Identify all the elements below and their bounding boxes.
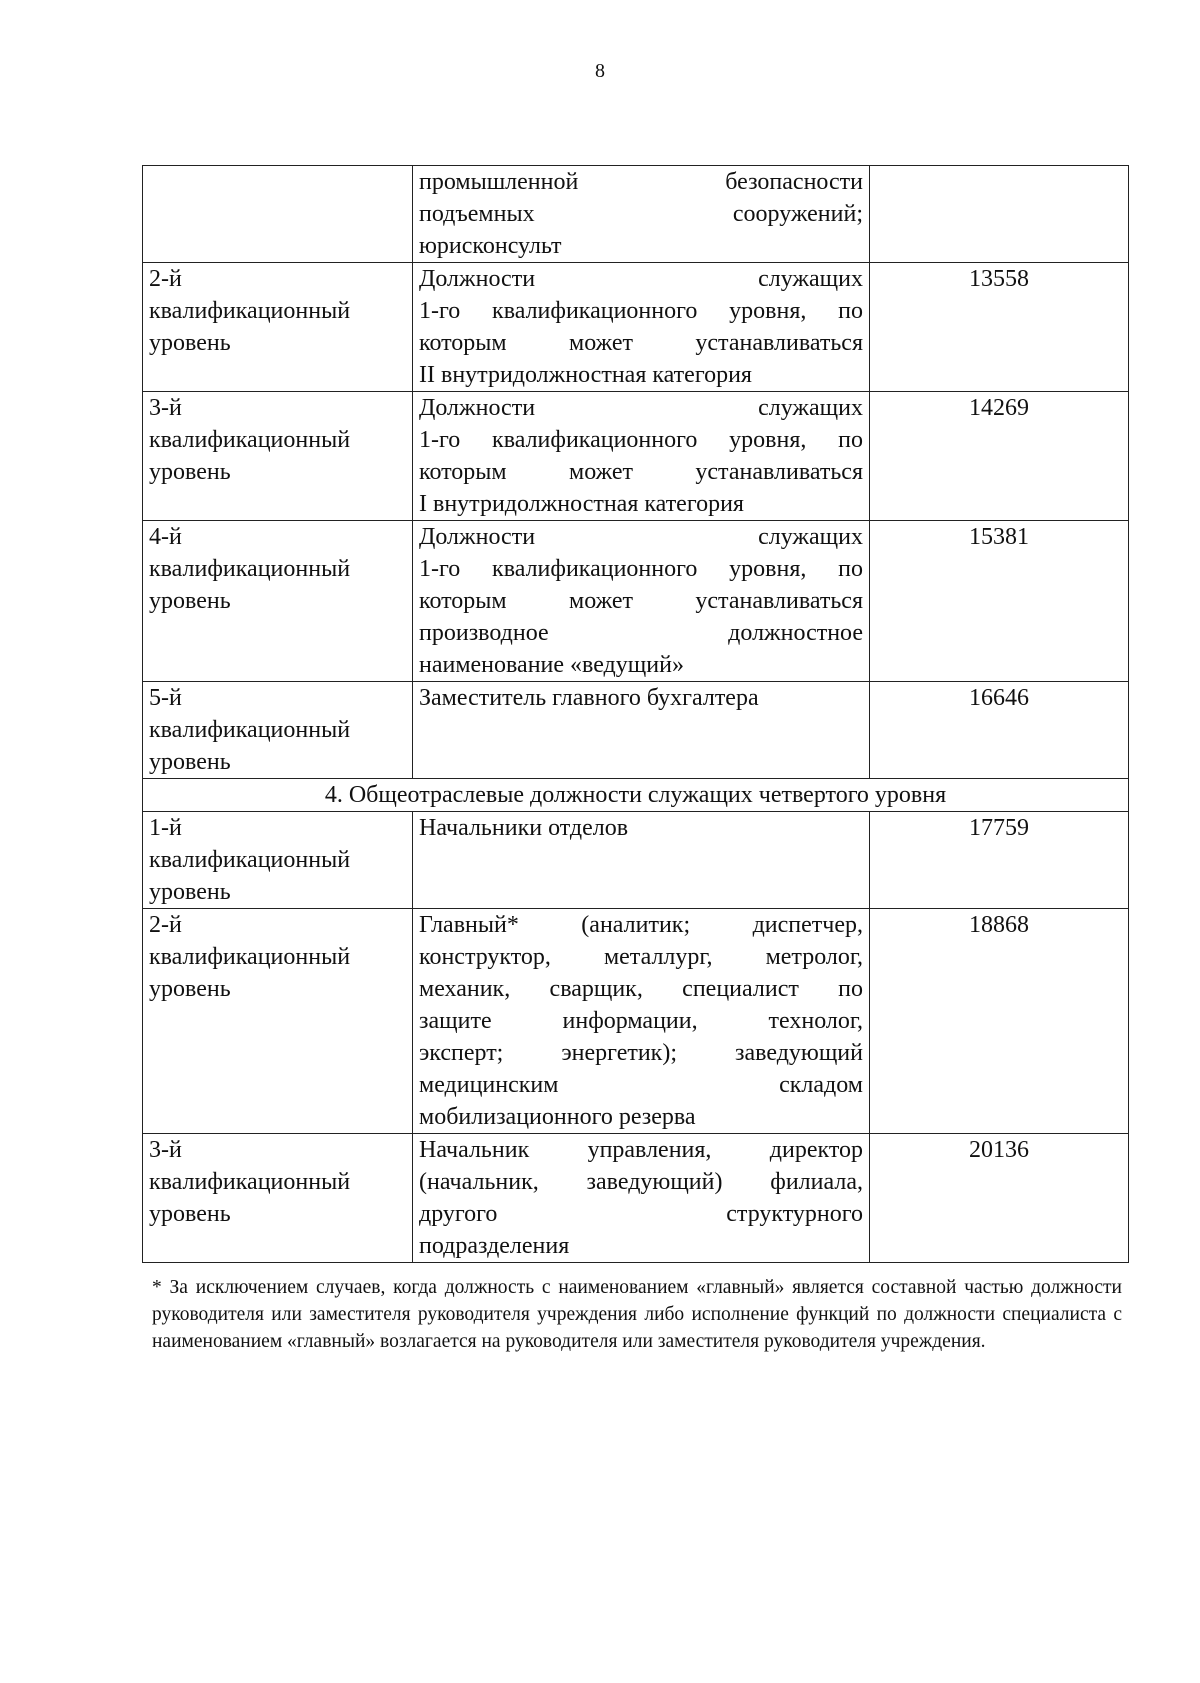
position-description-line: Главный* (аналитик; диспетчер, — [419, 912, 863, 938]
position-description-line: II внутридолжностная категория — [419, 362, 752, 388]
position-description-cell — [413, 166, 870, 263]
position-description-line: 1-го квалификационного уровня, по — [419, 556, 863, 582]
salary-cell — [870, 166, 1129, 263]
table-row — [143, 263, 1129, 392]
qualification-level-text: 2-й — [149, 912, 182, 938]
position-description-line: конструктор, металлург, метролог, — [419, 944, 863, 970]
qualification-level-cell — [143, 166, 413, 263]
qualification-level-cell — [143, 682, 413, 779]
page-number: 8 — [595, 60, 605, 82]
qualification-level-text: 5-й — [149, 685, 182, 711]
position-description-line: (начальник, заведующий) филиала, — [419, 1169, 863, 1195]
qualification-level-text: квалификационный — [149, 717, 351, 743]
salary-cell: 20136 — [870, 1134, 1129, 1263]
section-header-row — [143, 779, 1129, 812]
position-description-line: промышленной безопасности — [419, 169, 863, 195]
position-description-line: Должности служащих — [419, 395, 863, 421]
qualification-level-text: уровень — [149, 749, 231, 775]
qualification-level-text: уровень — [149, 976, 231, 1002]
table-row — [143, 812, 1129, 909]
qualification-level-cell — [143, 521, 413, 682]
qualification-level-text: квалификационный — [149, 847, 351, 873]
position-description-cell — [413, 1134, 870, 1263]
qualification-level-text: уровень — [149, 459, 231, 485]
position-description-line: 1-го квалификационного уровня, по — [419, 298, 863, 324]
salary-cell: 17759 — [870, 812, 1129, 909]
qualification-level-text: уровень — [149, 330, 231, 356]
qualification-level-cell — [143, 812, 413, 909]
position-description-cell — [413, 263, 870, 392]
table-row — [143, 392, 1129, 521]
footnote: * За исключением случаев, когда должность с наименованием «главный» является составной частью должности руководителя или заместителя руководителя учреждения либо исполнение функций по должности специалиста с наименованием «главный» возлагается на руководителя или заместителя руководителя учреждения. — [152, 1277, 1122, 1352]
qualification-level-text: 3-й — [149, 1137, 182, 1163]
position-description-line: юрисконсульт — [419, 233, 562, 259]
qualification-level-text: квалификационный — [149, 298, 351, 324]
qualification-level-cell — [143, 392, 413, 521]
position-description-line: другого структурного — [419, 1201, 863, 1227]
position-description-line: механик, сварщик, специалист по — [419, 976, 863, 1002]
position-description-line: подразделения — [419, 1233, 570, 1259]
qualification-level-text: 2-й — [149, 266, 182, 292]
salary-cell: 16646 — [870, 682, 1129, 779]
position-description-cell — [413, 812, 870, 909]
qualification-table — [142, 165, 1129, 1263]
qualification-level-cell — [143, 263, 413, 392]
qualification-level-cell — [143, 909, 413, 1134]
position-description-line: которым может устанавливаться — [419, 588, 863, 614]
qualification-level-cell — [143, 1134, 413, 1263]
table-body-third-level — [143, 166, 1129, 779]
position-description-line: наименование «ведущий» — [419, 652, 684, 678]
position-description-line: I внутридолжностная категория — [419, 491, 744, 517]
salary-cell: 15381 — [870, 521, 1129, 682]
position-description-cell — [413, 392, 870, 521]
position-description-line: мобилизационного резерва — [419, 1104, 696, 1130]
position-description-line: которым может устанавливаться — [419, 330, 863, 356]
table-row — [143, 1134, 1129, 1263]
table-body-fourth-level — [143, 812, 1129, 1263]
salary-cell: 18868 — [870, 909, 1129, 1134]
position-description-cell — [413, 521, 870, 682]
table-row — [143, 682, 1129, 779]
position-description-line: подъемных сооружений; — [419, 201, 863, 227]
table-row — [143, 521, 1129, 682]
table-section-fourth-level — [143, 779, 1129, 812]
position-description-line: Должности служащих — [419, 524, 863, 550]
position-description-line: которым может устанавливаться — [419, 459, 863, 485]
qualification-level-text: квалификационный — [149, 427, 351, 453]
position-description-cell — [413, 682, 870, 779]
qualification-level-text: 4-й — [149, 524, 182, 550]
position-description-line: производное должностное — [419, 620, 863, 646]
position-description-line: Должности служащих — [419, 266, 863, 292]
salary-cell: 13558 — [870, 263, 1129, 392]
position-description-line: Начальники отделов — [419, 815, 629, 841]
qualification-level-text: уровень — [149, 588, 231, 614]
position-description-line: Заместитель главного бухгалтера — [419, 685, 759, 711]
table-row — [143, 166, 1129, 263]
qualification-level-text: квалификационный — [149, 944, 351, 970]
position-description-cell — [413, 909, 870, 1134]
qualification-level-text: уровень — [149, 1201, 231, 1227]
position-description-line: 1-го квалификационного уровня, по — [419, 427, 863, 453]
position-description-line: эксперт; энергетик); заведующий — [419, 1040, 863, 1066]
position-description-line: медицинским складом — [419, 1072, 863, 1098]
qualification-level-text: квалификационный — [149, 1169, 351, 1195]
salary-cell: 14269 — [870, 392, 1129, 521]
qualification-level-text: 3-й — [149, 395, 182, 421]
section-header: 4. Общеотраслевые должности служащих четвертого уровня — [143, 779, 1129, 812]
qualification-level-text: 1-й — [149, 815, 182, 841]
position-description-line: защите информации, технолог, — [419, 1008, 863, 1034]
qualification-level-text: уровень — [149, 879, 231, 905]
table-row — [143, 909, 1129, 1134]
qualification-level-text: квалификационный — [149, 556, 351, 582]
position-description-line: Начальник управления, директор — [419, 1137, 863, 1163]
